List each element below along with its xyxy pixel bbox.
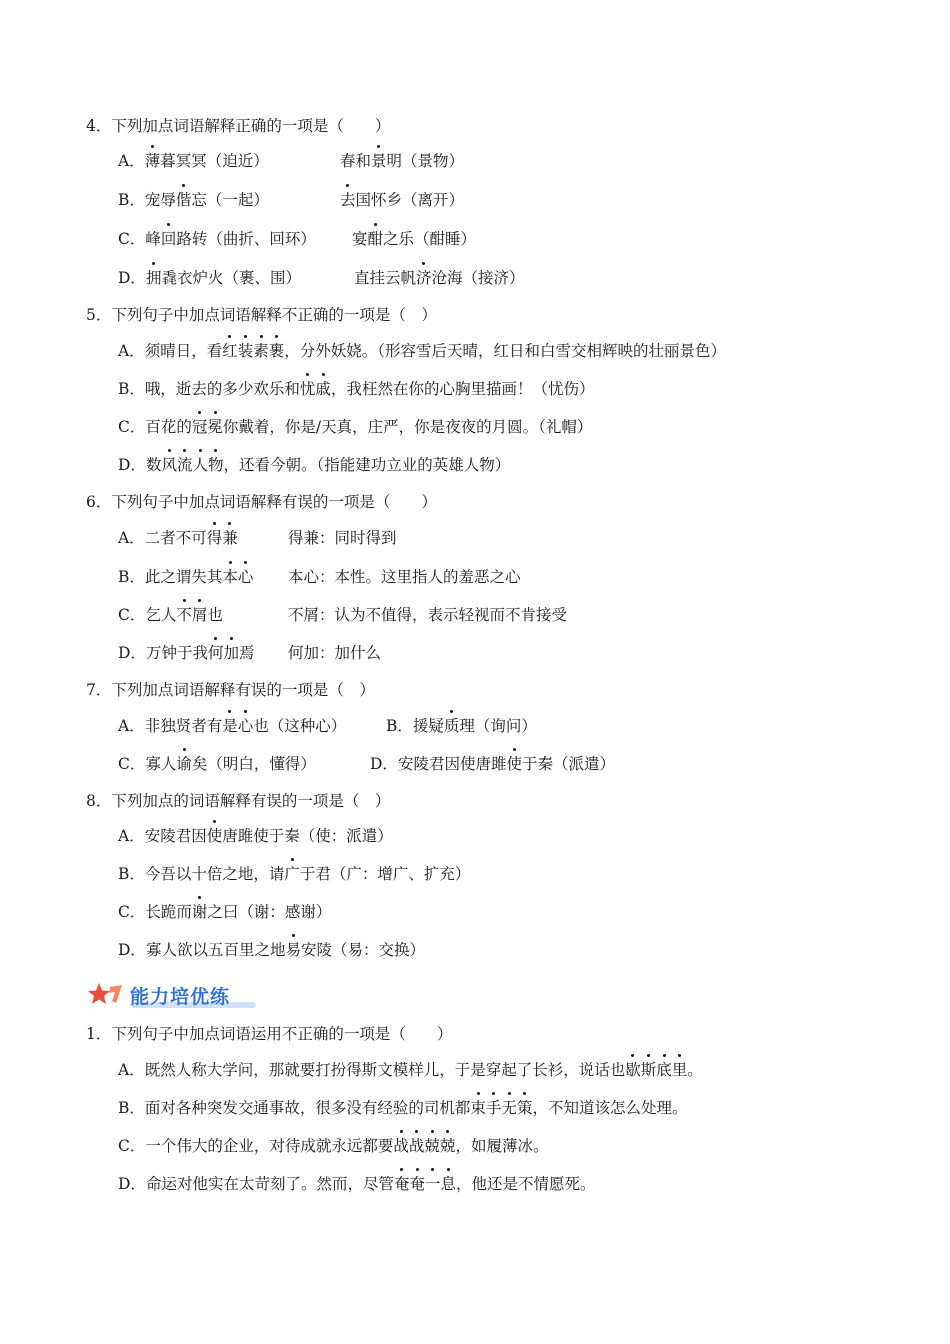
dotted-character: 心 [237,717,254,735]
dotted-word: 广 [284,865,300,883]
dotted-character: 戚 [315,380,331,398]
dotted-word: 回 [160,230,177,248]
dotted-word [222,568,253,586]
dotted-character: 本 [222,568,238,586]
dotted-character: 里 [671,1061,688,1079]
dotted-word [394,1175,456,1193]
ability-question-1-stem: 1．下列句子中加点词语运用不正确的一项是（ ） [86,1025,453,1043]
question-7-option-c[interactable]: C．寡人谕矣（明白，懂得） [118,755,316,773]
dotted-character: 人 [192,456,208,474]
dotted-word [192,418,223,436]
question-8-option-d[interactable]: D．寡人欲以五百里之地易安陵（易：交换） [118,941,425,959]
question-4-option-b-second: 去国怀乡（离开） [340,191,465,209]
dotted-character: 不 [176,606,192,624]
question-4-option-c[interactable]: C．峰回路转（曲折、回环） [118,230,316,248]
question-5-option-d[interactable]: D．数风流人物，还看今朝。（指能建功立业的英雄人物） [118,456,511,474]
question-8-option-b[interactable]: B．今吾以十倍之地，请广于君（广：增广、扩充） [118,865,471,883]
dotted-character: 是 [222,717,238,735]
question-4-option-d[interactable]: D．拥毳衣炉火（裹、围） [118,269,301,287]
question-4-option-b[interactable]: B．宠辱偕忘（一起） [118,191,269,209]
dotted-character: 得 [206,529,223,547]
question-4-option-a-second: 春和景明（景物） [340,152,465,170]
dotted-character: 息 [440,1175,457,1193]
dotted-word: 易 [285,941,301,959]
dotted-character: 加 [223,644,239,662]
dotted-word [222,342,284,360]
dotted-word [470,1099,532,1117]
dotted-word: 使 [206,827,223,845]
dotted-character: 底 [656,1061,672,1079]
section-header [88,980,230,1010]
dotted-character: 战 [408,1137,425,1155]
ability-question-1-option-a[interactable]: A．既然人称大学问，那就要打扮得斯文模样儿，于是穿起了长衫，说话也歇斯底里。 [118,1061,703,1079]
section-title: 能力培优练 [130,985,231,1008]
dotted-character: 心 [237,568,254,586]
dotted-character: 无 [501,1099,517,1117]
dotted-word: 质 [443,717,460,735]
dotted-word: 谢 [191,903,208,921]
question-6-option-d[interactable]: D．万钟于我何加焉 [118,644,255,662]
question-4-stem: 4．下列加点词语解释正确的一项是（ ） [86,117,391,135]
question-7-stem: 7．下列加点词语解释有误的一项是（ ） [86,681,375,699]
question-7-option-d[interactable]: D．安陵君因使唐雎使于秦（派遣） [370,755,615,773]
dotted-character: 裹 [268,342,285,360]
question-6-option-b[interactable]: B．此之谓失其本心 [118,568,254,586]
dotted-word: 拥 [145,269,162,287]
dotted-character: 束 [470,1099,486,1117]
question-7-option-a[interactable]: A．非独贤者有是心也（这种心） [118,717,347,735]
question-8-stem: 8．下列加点的词语解释有误的一项是（ ） [86,792,391,810]
question-8-option-c[interactable]: C．长跪而谢之曰（谢：感谢） [118,903,332,921]
dotted-word [207,529,238,547]
dotted-word: 使 [506,755,522,773]
dotted-character: 兼 [222,529,238,547]
star-icon [88,981,124,1009]
dotted-word: 偕 [175,191,192,209]
question-4-option-d-second: 直挂云帆济沧海（接济） [354,269,525,287]
dotted-word: 景 [371,152,387,170]
dotted-word [393,1137,455,1155]
dotted-character: 策 [516,1099,533,1117]
dotted-character: 冕 [207,418,223,436]
dotted-word: 薄 [144,152,161,170]
dotted-character: 战 [393,1137,409,1155]
question-6-option-c-explanation: 不屑：认为不值得，表示轻视而不肯接受 [288,606,568,624]
question-5-stem: 5．下列句子中加点词语解释不正确的一项是（ ） [86,306,437,324]
question-5-option-b[interactable]: B．哦，逝去的多少欢乐和忧戚，我枉然在你的心胸里描画！（忧伤） [118,380,595,398]
dotted-word: 济 [416,269,432,287]
dotted-character: 风 [161,456,177,474]
question-6-option-a-explanation: 得兼：同时得到 [288,529,397,547]
dotted-character: 歇 [625,1061,641,1079]
dotted-character: 冠 [191,418,208,436]
ability-question-1-option-b[interactable]: B．面对各种突发交通事故，很多没有经验的司机都束手无策，不知道该怎么处理。 [118,1099,688,1117]
dotted-character: 忧 [299,380,316,398]
question-6-option-b-explanation: 本心：本性。这里指人的羞恶之心 [288,568,521,586]
question-6-option-d-explanation: 何加：加什么 [288,644,382,662]
question-4-option-c-second: 宴酣之乐（酣睡） [352,230,477,248]
question-5-option-c[interactable]: C．百花的冠冕你戴着，你是/天真，庄严，你是夜夜的月圆。（礼帽） [118,418,593,436]
question-7-option-b[interactable]: B．援疑质理（询问） [386,717,537,735]
dotted-character: 奄 [409,1175,425,1193]
dotted-character: 物 [208,456,224,474]
dotted-character: 奄 [393,1175,410,1193]
dotted-character: 素 [253,342,269,360]
dotted-word [161,456,223,474]
dotted-character: 红 [222,342,238,360]
dotted-character: 斯 [640,1061,657,1079]
dotted-word: 去 [340,191,356,209]
question-8-option-a[interactable]: A．安陵君因使唐雎使于秦（使：派遣） [118,827,393,845]
dotted-word: 酣 [367,230,384,248]
dotted-character: 一 [424,1175,441,1193]
dotted-character: 何 [207,644,224,662]
ability-question-1-option-c[interactable]: C．一个伟大的企业，对待成就永远都要战战兢兢，如履薄冰。 [118,1137,549,1155]
dotted-character: 装 [237,342,254,360]
dotted-character: 屑 [191,606,208,624]
dotted-character: 兢 [424,1137,440,1155]
ability-question-1-option-d[interactable]: D．命运对他实在太苛刻了。然而，尽管奄奄一息，他还是不情愿死。 [118,1175,596,1193]
dotted-word [222,717,253,735]
dotted-word [176,606,207,624]
dotted-word [300,380,331,398]
question-5-option-a[interactable]: A．须晴日，看红装素裹，分外妖娆。（形容雪后天晴，红日和白雪交相辉映的壮丽景色） [118,342,727,360]
question-6-option-a[interactable]: A．二者不可得兼 [118,529,238,547]
question-6-option-c[interactable]: C．乞人不屑也 [118,606,223,624]
question-4-option-a[interactable]: A．薄暮冥冥（迫近） [118,152,269,170]
dotted-word [208,644,239,662]
question-6-stem: 6．下列句子中加点词语解释有误的一项是（ ） [86,493,437,511]
dotted-word: 谕 [176,755,192,773]
dotted-character: 兢 [439,1137,456,1155]
dotted-word [625,1061,687,1079]
dotted-character: 手 [485,1099,502,1117]
dotted-character: 流 [176,456,193,474]
